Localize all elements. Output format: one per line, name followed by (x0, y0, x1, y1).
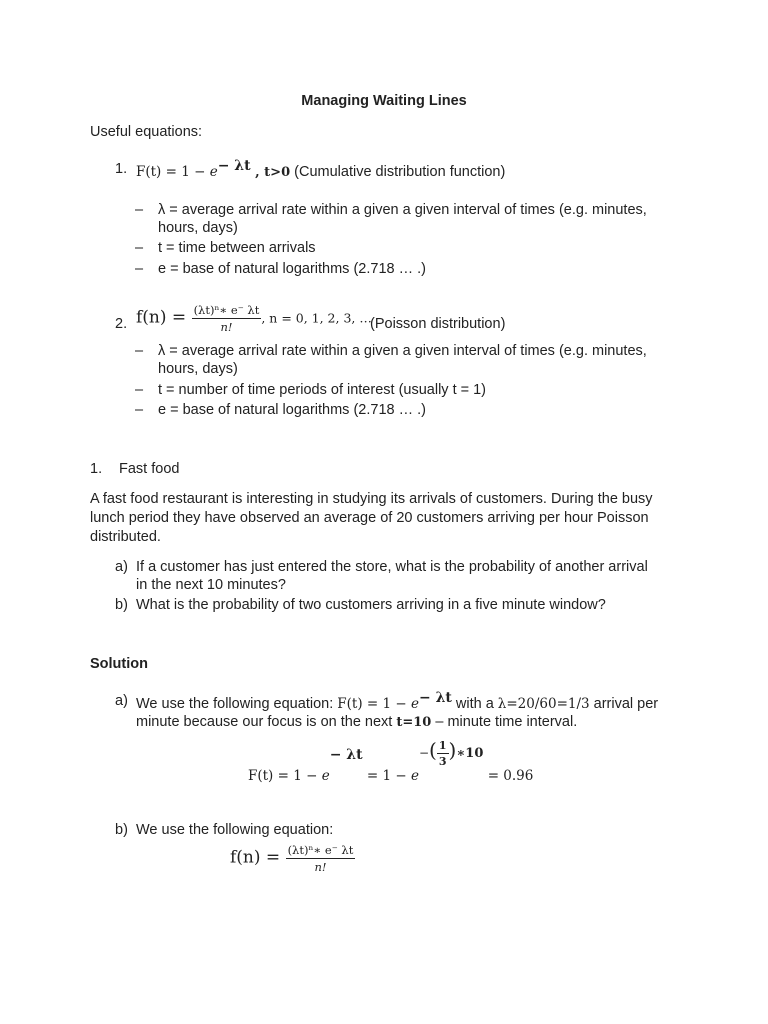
calc-e2: e (410, 768, 419, 784)
calc-mid: = 1 − (362, 768, 411, 784)
solution-b-fraction (286, 843, 356, 874)
question-a-line-2: in the next 10 minutes? (136, 577, 286, 593)
solution-a-t: t=10 (396, 715, 432, 730)
calc-paren-open: ( (429, 738, 437, 762)
calc-frac-den: 3 (438, 755, 447, 768)
eq2-bullet-dash: – (135, 402, 144, 418)
question-b-text: What is the probability of two customers arriving in a five minute window? (136, 597, 606, 613)
eq2-number: 2. (115, 316, 128, 332)
solution-a-line2-pre: minute because our focus is on the next (136, 714, 397, 730)
solution-b-label: b) (115, 822, 128, 838)
calc-exponent (419, 738, 483, 768)
eq1-exponent: − λt (217, 158, 251, 174)
eq2-bullet-3: e = base of natural logarithms (2.718 … .) (158, 402, 426, 418)
question-b-label: b) (115, 597, 128, 613)
solution-a-eq: F(t) = 1 − (337, 696, 411, 712)
eq2-frac-den: n! (220, 320, 233, 334)
problem-para-line-2: lunch period they have observed an average of 20 customers arriving per hour Poisson (90, 510, 649, 526)
solution-heading: Solution (90, 656, 148, 672)
eq2-lhs: f(n) = (136, 307, 192, 328)
calc-exp1: − λt (329, 747, 363, 764)
calc-result: = 0.96 (483, 768, 534, 784)
problem-para-line-3: distributed. (90, 529, 161, 545)
eq1-e: e (209, 164, 218, 180)
eq2-bullet-2: t = number of time periods of interest (usually t = 1) (158, 382, 487, 398)
calc-paren-close: ) (448, 738, 457, 762)
solution-b-lhs: f(n) = (230, 847, 286, 868)
eq1-description: (Cumulative distribution function) (290, 164, 506, 180)
eq1-bullet-dash: – (135, 202, 144, 218)
eq2-fraction (192, 303, 262, 334)
eq2-bullet-dash: – (135, 382, 144, 398)
solution-a-pre: We use the following equation: (136, 696, 338, 712)
calc-exp-minus: − (418, 746, 430, 760)
question-a-line-1: If a customer has just entered the store, what is the probability of another arrival (136, 559, 648, 575)
eq2-description: (Poisson distribution) (370, 316, 506, 332)
eq1-formula (136, 158, 505, 180)
calc-frac-num: 1 (438, 739, 447, 752)
eq1-bullet-3: e = base of natural logarithms (2.718 … .) (158, 261, 426, 277)
eq2-formula (136, 303, 372, 334)
eq2-bullet-1b: hours, days) (158, 361, 238, 377)
solution-b-text: We use the following equation: (136, 822, 334, 838)
calc-e1: e (321, 768, 330, 784)
solution-a-e: e (410, 696, 419, 712)
solution-a-label: a) (115, 693, 128, 709)
solution-a-exp: − λt (418, 690, 452, 706)
calc-lhs: F(t) = 1 − (248, 768, 322, 784)
eq1-lhs: F(t) = 1 − (136, 164, 210, 180)
intro-text: Useful equations: (90, 124, 203, 140)
solution-b-frac-num: (λt)ⁿ∗ e⁻ λt (287, 843, 354, 857)
eq1-bullet-1b: hours, days) (158, 220, 238, 236)
eq1-bullet-dash: – (135, 240, 144, 256)
solution-a-line-1 (136, 690, 658, 712)
eq1-bullet-1a: λ = average arrival rate within a given a given interval of times (e.g. minutes, (158, 202, 647, 218)
solution-b-formula (230, 843, 355, 874)
calc-exp-post: ∗10 (456, 746, 484, 761)
eq1-condition: , t>0 (250, 165, 291, 180)
solution-a-with: with a (451, 696, 498, 712)
solution-a-lambda: λ=20/60=1/3 (497, 696, 590, 712)
eq2-frac-num: (λt)ⁿ∗ e⁻ λt (193, 303, 260, 317)
problem-para-line-1: A fast food restaurant is interesting in studying its arrivals of customers. During the busy (90, 491, 653, 507)
solution-a-line-2 (136, 714, 577, 730)
page-title: Managing Waiting Lines (301, 93, 467, 109)
solution-a-line2-post: – minute time interval. (431, 714, 578, 730)
eq2-bullet-dash: – (135, 343, 144, 359)
solution-a-post: arrival per (589, 696, 659, 712)
solution-b-frac-den: n! (314, 860, 327, 874)
eq1-bullet-2: t = time between arrivals (158, 240, 316, 256)
problem-number: 1. (90, 461, 103, 477)
solution-a-calculation (248, 738, 534, 784)
eq2-condition: , n = 0, 1, 2, 3, … (261, 310, 372, 326)
eq1-number: 1. (115, 161, 128, 177)
question-a-label: a) (115, 559, 128, 575)
eq2-bullet-1a: λ = average arrival rate within a given a given interval of times (e.g. minutes, (158, 343, 647, 359)
problem-heading: Fast food (119, 461, 180, 477)
eq1-bullet-dash: – (135, 261, 144, 277)
calc-exp-fraction (437, 739, 449, 768)
